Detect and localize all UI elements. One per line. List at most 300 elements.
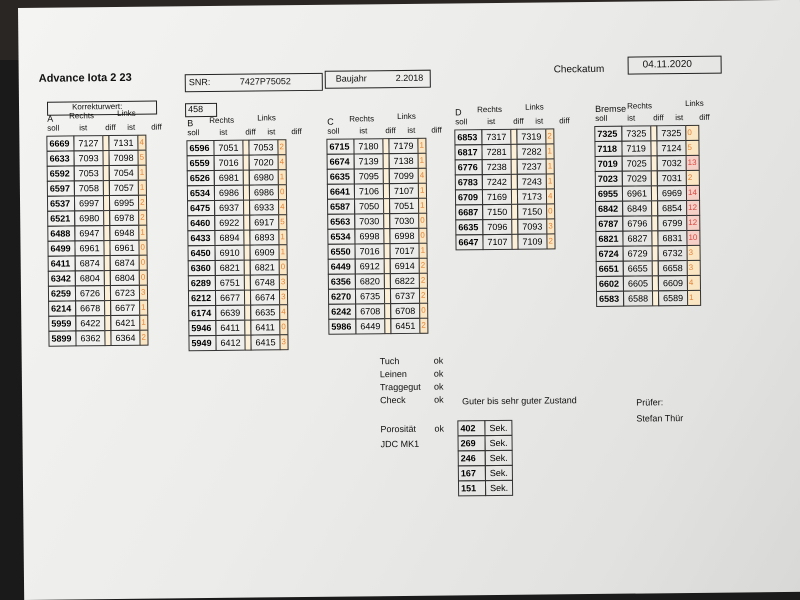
rechts-ist-cell: 6937 [214, 200, 244, 216]
links-ist-cell: 6635 [250, 304, 280, 320]
links-diff-cell: 0 [279, 319, 288, 335]
links-ist-cell: 7319 [516, 128, 546, 144]
check-item-value: ok [433, 368, 444, 379]
links-diff-cell: 10 [686, 230, 700, 246]
porositaet-row [459, 481, 513, 497]
links-ist-cell: 6998 [389, 228, 419, 244]
baujahr-label: Baujahr [335, 73, 367, 84]
links-ist-cell: 7179 [388, 138, 418, 154]
links-ist-cell: 6914 [390, 258, 420, 274]
links-ist-cell: 7150 [517, 203, 547, 219]
soll-cell: 6641 [327, 183, 355, 199]
links-diff-cell: 14 [686, 185, 700, 201]
soll-cell: 6449 [328, 258, 356, 274]
links-diff-cell: 1 [139, 315, 148, 331]
links-ist-cell: 7098 [108, 150, 138, 166]
rechts-label: Rechts [69, 111, 95, 121]
rechts-ist-cell: 7106 [354, 183, 384, 199]
rechts-ist-cell: 7317 [481, 129, 511, 145]
links-diff-cell: 1 [546, 158, 555, 174]
rechts-ist-cell: 6449 [355, 318, 385, 334]
check-item-label: Leinen [379, 368, 407, 380]
table-row [49, 331, 148, 347]
soll-cell: 6651 [596, 261, 624, 277]
rechts-ist-cell: 6729 [623, 245, 653, 261]
diff-label: diff [513, 116, 524, 126]
links-ist-cell: 7107 [389, 183, 419, 199]
links-diff-cell: 0 [279, 259, 288, 275]
links-ist-cell: 6933 [249, 199, 279, 215]
rechts-ist-cell: 6639 [215, 305, 245, 321]
baujahr-value: 2.2018 [395, 72, 424, 84]
links-ist-cell: 7131 [108, 135, 138, 151]
rechts-ist-cell: 6605 [623, 275, 653, 291]
links-ist-cell: 6969 [657, 185, 687, 201]
links-ist-cell: 6411 [250, 319, 280, 335]
soll-cell: 6563 [327, 213, 355, 229]
links-ist-cell: 7138 [389, 153, 419, 169]
links-diff-cell: 3 [279, 274, 288, 290]
links-ist-cell: 6874 [110, 255, 140, 271]
links-diff-cell: 2 [546, 233, 555, 249]
links-ist-cell: 6737 [390, 288, 420, 304]
jdc-label: JDC MK1 [380, 438, 420, 450]
soll-cell: 6559 [187, 155, 215, 171]
soll-cell: 6687 [455, 204, 483, 220]
soll-cell: 6537 [47, 195, 75, 211]
links-ist-cell: 7051 [389, 198, 419, 214]
checkdatum-box [628, 56, 722, 75]
links-ist-cell: 7099 [389, 168, 419, 184]
links-diff-cell: 0 [546, 203, 555, 219]
links-diff-cell: 1 [278, 229, 287, 245]
links-diff-cell: 1 [418, 153, 427, 169]
rechts-ist-cell: 7095 [354, 168, 384, 184]
checkdatum-label: Checkatum [553, 63, 605, 76]
rechts-ist-cell: 6804 [75, 270, 105, 286]
links-ist-cell: 7054 [109, 165, 139, 181]
diff-label: diff [105, 122, 116, 133]
rechts-ist-cell: 7093 [73, 150, 103, 166]
rechts-ist-cell: 7281 [481, 144, 511, 160]
links-ist-cell: 6978 [109, 210, 139, 226]
diff-label: diff [559, 116, 570, 126]
links-diff-cell: 3 [546, 218, 555, 234]
pruefer-label: Prüfer: [636, 397, 664, 408]
soll-cell: 6342 [48, 270, 76, 286]
links-diff-cell: 1 [139, 300, 148, 316]
check-item-label: Tuch [379, 356, 400, 367]
links-diff-cell: 1 [546, 173, 555, 189]
soll-cell: 6174 [188, 305, 216, 321]
rechts-ist-cell: 7030 [354, 213, 384, 229]
group-name: Bremse [595, 103, 627, 114]
table-grid [47, 136, 148, 347]
soll-label: soll [327, 126, 340, 136]
links-ist-cell: 6658 [658, 260, 688, 276]
porositaet-table [458, 421, 513, 497]
rechts-ist-cell: 6751 [215, 275, 245, 291]
porositaet-unit: Sek. [484, 420, 512, 436]
rechts-ist-cell: 6922 [214, 215, 244, 231]
soll-cell: 6602 [596, 276, 624, 292]
soll-cell: 6259 [48, 285, 76, 301]
links-ist-cell: 7017 [389, 243, 419, 259]
links-diff-cell: 5 [137, 150, 146, 166]
soll-cell: 5986 [328, 318, 356, 334]
rechts-ist-cell: 6894 [214, 230, 244, 246]
soll-cell: 6475 [187, 200, 215, 216]
links-diff-cell: 3 [279, 289, 288, 305]
pruefer-name: Stefan Thür [636, 413, 684, 424]
rechts-ist-cell: 7127 [73, 135, 103, 151]
links-diff-cell: 2 [139, 330, 148, 346]
soll-cell: 6433 [187, 230, 215, 246]
soll-label: soll [595, 113, 608, 123]
ist-label: ist [267, 127, 276, 137]
links-ist-cell: 7020 [249, 154, 279, 170]
links-diff-cell: 5 [278, 214, 287, 230]
rechts-ist-cell: 6998 [354, 228, 384, 244]
rechts-label: Rechts [209, 115, 235, 126]
rechts-ist-cell: 6910 [214, 245, 244, 261]
links-diff-cell: 0 [685, 125, 699, 141]
links-ist-cell: 6674 [250, 289, 280, 305]
links-ist-cell: 7325 [656, 125, 686, 141]
links-ist-cell: 6948 [109, 225, 139, 241]
snr-value: 7427P75052 [239, 76, 291, 87]
links-ist-cell: 6995 [109, 195, 139, 211]
rechts-ist-cell: 7029 [622, 170, 652, 186]
ist-label: ist [627, 113, 636, 123]
snr-box [185, 73, 323, 92]
links-ist-cell: 6415 [250, 334, 280, 350]
soll-cell: 6488 [47, 225, 75, 241]
check-item-value: ok [433, 355, 444, 366]
diff-label: diff [245, 127, 256, 137]
links-ist-cell: 6854 [657, 200, 687, 216]
links-ist-cell: 7057 [109, 180, 139, 196]
soll-cell: 5959 [48, 315, 76, 331]
rechts-ist-cell: 6997 [74, 195, 104, 211]
soll-cell: 6724 [596, 246, 624, 262]
links-ist-cell: 6804 [110, 270, 140, 286]
soll-cell: 6635 [455, 219, 483, 235]
links-ist-cell: 7243 [517, 173, 547, 189]
links-label: Links [525, 102, 544, 112]
soll-cell: 6534 [327, 228, 355, 244]
rechts-ist-cell: 6820 [355, 273, 385, 289]
korrektur-box [47, 101, 157, 116]
soll-cell: 6356 [328, 273, 356, 289]
diff-label: diff [653, 113, 664, 123]
rechts-ist-cell: 7169 [482, 189, 512, 205]
links-label: Links [257, 113, 276, 123]
links-diff-cell: 1 [418, 198, 427, 214]
links-diff-cell: 12 [686, 200, 700, 216]
rechts-label: Rechts [477, 104, 503, 115]
links-ist-cell: 6589 [658, 290, 688, 306]
table-grid [595, 126, 701, 307]
links-ist-cell: 6609 [658, 275, 688, 291]
table-grid [455, 129, 555, 250]
soll-cell: 6521 [47, 210, 75, 226]
soll-cell: 6534 [187, 185, 215, 201]
soll-cell: 6853 [454, 129, 482, 145]
rechts-ist-cell: 7050 [354, 198, 384, 214]
soll-cell: 6787 [595, 216, 623, 232]
links-diff-cell: 1 [545, 143, 554, 159]
links-diff-cell: 2 [419, 318, 428, 334]
rechts-ist-cell: 6655 [623, 260, 653, 276]
soll-cell: 6817 [454, 144, 482, 160]
porositaet-seconds: 167 [458, 465, 486, 481]
links-ist-cell: 7124 [656, 140, 686, 156]
links-diff-cell: 4 [279, 304, 288, 320]
rechts-ist-cell: 6677 [215, 290, 245, 306]
soll-cell: 6411 [48, 255, 76, 271]
rechts-ist-cell: 6796 [622, 215, 652, 231]
links-diff-cell: 2 [419, 258, 428, 274]
rechts-label: Rechts [627, 101, 653, 111]
zustand-text: Guter bis sehr guter Zustand [462, 395, 577, 407]
rechts-ist-cell: 7242 [482, 174, 512, 190]
soll-cell: 6633 [46, 150, 74, 166]
soll-cell: 6635 [327, 168, 355, 184]
links-diff-cell: 3 [139, 285, 148, 301]
soll-cell: 6289 [188, 275, 216, 291]
rechts-ist-cell: 6821 [215, 260, 245, 276]
page-title: Advance Iota 2 23 [38, 71, 132, 85]
soll-cell: 6776 [455, 159, 483, 175]
links-ist-cell: 7109 [517, 233, 547, 249]
links-diff-cell: 0 [419, 303, 428, 319]
ist-label: ist [219, 127, 228, 137]
links-diff-cell: 2 [277, 139, 286, 155]
group-name: B [187, 118, 194, 129]
table-row [456, 234, 555, 250]
links-label: Links [397, 111, 416, 122]
links-ist-cell: 6909 [249, 244, 279, 260]
soll-label: soll [187, 128, 200, 138]
soll-cell: 6360 [188, 260, 216, 276]
ist-label: ist [407, 125, 416, 135]
rechts-ist-cell: 6980 [74, 210, 104, 226]
links-diff-cell: 1 [418, 183, 427, 199]
links-ist-cell: 6364 [110, 330, 140, 346]
korrektur-label: Korrekturwert: [71, 101, 123, 112]
links-diff-cell: 0 [418, 228, 427, 244]
diff-label: diff [151, 122, 162, 132]
links-ist-cell: 6677 [110, 300, 140, 316]
soll-cell: 6460 [187, 215, 215, 231]
links-ist-cell: 7093 [517, 218, 547, 234]
links-diff-cell: 1 [138, 180, 147, 196]
links-ist-cell: 6986 [249, 184, 279, 200]
porositaet-unit: Sek. [485, 465, 513, 481]
diff-label: diff [385, 126, 396, 136]
links-diff-cell: 1 [418, 243, 427, 259]
rechts-ist-cell: 6678 [75, 300, 105, 316]
soll-cell: 6674 [327, 153, 355, 169]
rechts-ist-cell: 6422 [75, 315, 105, 331]
table-row [189, 335, 288, 351]
rechts-ist-cell: 7016 [214, 155, 244, 171]
porositaet-label: Porosität [380, 423, 417, 435]
links-diff-cell: 0 [418, 213, 427, 229]
links-diff-cell: 4 [137, 135, 146, 151]
ist-label: ist [359, 126, 368, 136]
ist-label: ist [127, 122, 136, 132]
soll-cell: 6214 [48, 300, 76, 316]
links-ist-cell: 7030 [389, 213, 419, 229]
links-diff-cell: 1 [687, 290, 701, 306]
rechts-ist-cell: 6947 [74, 225, 104, 241]
rechts-ist-cell: 6912 [355, 258, 385, 274]
soll-cell: 7023 [595, 171, 623, 187]
rechts-ist-cell: 6362 [75, 330, 105, 346]
ist-label: ist [675, 113, 684, 123]
rechts-ist-cell: 6411 [215, 320, 245, 336]
checkdatum-value: 04.11.2020 [642, 58, 692, 71]
protocol-sheet [18, 0, 800, 600]
soll-cell: 6587 [327, 198, 355, 214]
links-diff-cell: 12 [686, 215, 700, 231]
links-diff-cell: 2 [138, 210, 147, 226]
porositaet-seconds: 151 [458, 480, 486, 496]
group-name: D [455, 107, 462, 118]
diff-label: diff [291, 127, 302, 137]
soll-cell: 5946 [188, 320, 216, 336]
check-item-value: ok [433, 381, 444, 392]
rechts-ist-cell: 7180 [353, 138, 383, 154]
rechts-ist-cell: 6981 [214, 170, 244, 186]
links-diff-cell: 0 [138, 240, 147, 256]
links-ist-cell: 6723 [110, 285, 140, 301]
rechts-ist-cell: 6588 [623, 290, 653, 306]
porositaet-unit: Sek. [485, 450, 513, 466]
rechts-ist-cell: 6849 [622, 200, 652, 216]
links-ist-cell: 7282 [516, 143, 546, 159]
links-ist-cell: 7032 [657, 155, 687, 171]
porositaet-seconds: 402 [457, 420, 485, 436]
soll-cell: 6842 [595, 201, 623, 217]
links-diff-cell: 1 [278, 169, 287, 185]
soll-cell: 6499 [47, 240, 75, 256]
group-name: A [47, 113, 54, 124]
soll-cell: 6212 [188, 290, 216, 306]
links-diff-cell: 1 [138, 225, 147, 241]
soll-cell: 6583 [596, 291, 624, 307]
links-ist-cell: 6732 [658, 245, 688, 261]
rechts-ist-cell: 7058 [74, 180, 104, 196]
links-ist-cell: 7053 [248, 139, 278, 155]
soll-cell: 6821 [595, 231, 623, 247]
links-ist-cell: 6708 [390, 303, 420, 319]
links-diff-cell: 5 [685, 140, 699, 156]
table-row [329, 319, 428, 335]
links-ist-cell: 7031 [657, 170, 687, 186]
soll-cell: 6550 [327, 243, 355, 259]
rechts-ist-cell: 6735 [355, 288, 385, 304]
rechts-ist-cell: 6412 [215, 335, 245, 351]
korrektur-value: 458 [188, 104, 204, 115]
soll-cell: 7118 [594, 141, 622, 157]
links-label: Links [117, 108, 136, 118]
links-ist-cell: 6421 [110, 315, 140, 331]
ist-label: ist [79, 123, 88, 133]
links-diff-cell: 3 [687, 260, 701, 276]
rechts-ist-cell: 7016 [354, 243, 384, 259]
links-diff-cell: 3 [687, 245, 701, 261]
soll-cell: 6709 [455, 189, 483, 205]
soll-cell: 6596 [186, 140, 214, 156]
links-diff-cell: 4 [546, 188, 555, 204]
porositaet-unit: Sek. [484, 435, 512, 451]
soll-cell: 6597 [47, 180, 75, 196]
rechts-ist-cell: 7325 [621, 125, 651, 141]
porositaet-seconds: 246 [458, 450, 486, 466]
soll-cell: 5949 [188, 335, 216, 351]
soll-cell: 6526 [187, 170, 215, 186]
rechts-ist-cell: 6708 [355, 303, 385, 319]
rechts-ist-cell: 7053 [74, 165, 104, 181]
soll-cell: 6242 [328, 303, 356, 319]
soll-cell: 6592 [47, 165, 75, 181]
rechts-ist-cell: 6874 [75, 255, 105, 271]
links-ist-cell: 6748 [250, 274, 280, 290]
soll-cell: 7019 [595, 156, 623, 172]
links-ist-cell: 6917 [249, 214, 279, 230]
check-item-label: Check [380, 394, 406, 406]
links-diff-cell: 4 [687, 275, 701, 291]
links-ist-cell: 6821 [250, 259, 280, 275]
porositaet-unit: Sek. [485, 480, 513, 496]
soll-cell: 6669 [46, 135, 74, 151]
soll-cell: 6715 [326, 138, 354, 154]
links-diff-cell: 0 [278, 184, 287, 200]
rechts-ist-cell: 7150 [482, 204, 512, 220]
links-diff-cell: 1 [138, 165, 147, 181]
rechts-ist-cell: 7025 [622, 155, 652, 171]
links-diff-cell: 4 [278, 154, 287, 170]
links-ist-cell: 6980 [249, 169, 279, 185]
links-diff-cell: 4 [278, 199, 287, 215]
diff-label: diff [431, 125, 442, 135]
rechts-ist-cell: 7107 [482, 234, 512, 250]
ist-label: ist [487, 117, 496, 127]
table-grid [187, 140, 288, 351]
links-diff-cell: 4 [418, 168, 427, 184]
links-diff-cell: 3 [279, 334, 288, 350]
rechts-ist-cell: 6827 [622, 230, 652, 246]
links-ist-cell: 6961 [109, 240, 139, 256]
links-ist-cell: 7173 [517, 188, 547, 204]
rechts-ist-cell: 6726 [75, 285, 105, 301]
rechts-ist-cell: 6961 [622, 185, 652, 201]
rechts-ist-cell: 7119 [621, 140, 651, 156]
links-diff-cell: 2 [419, 288, 428, 304]
ist-label: ist [535, 116, 544, 126]
soll-cell: 6783 [455, 174, 483, 190]
links-ist-cell: 6451 [390, 318, 420, 334]
links-diff-cell: 0 [139, 255, 148, 271]
soll-cell: 6955 [595, 186, 623, 202]
snr-label: SNR: [188, 76, 211, 88]
links-ist-cell: 6893 [249, 229, 279, 245]
table-row [597, 291, 701, 307]
porositaet-value: ok [434, 423, 444, 434]
